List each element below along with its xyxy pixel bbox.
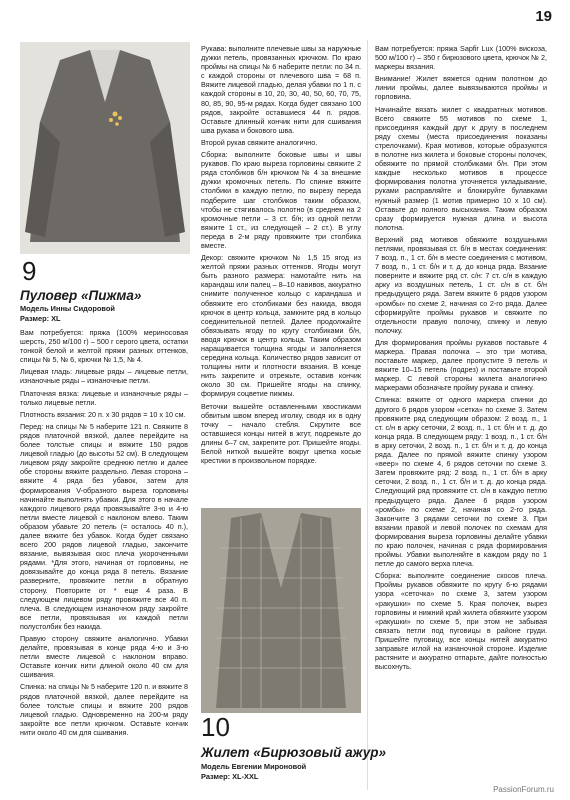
model-title: Пуловер «Пижма» xyxy=(20,288,142,303)
middle-column xyxy=(201,44,361,468)
paragraph: Спинка: вяжите от одного маркера спинки до другого 6 рядов узором «сетка» по схеме 3. Затем провяжите ряд следующим образом: 2 возд. п., 1 ст. с/н в арку сеточки, 2 возд. п., 1 ст. б/н и т. д. до конца ряда. В следующем ряду: 1 возд. п., 1 ст. б/н в арку сеточки, 2 возд. п., 1 ст. б/н и т. д. до конца ряда. Далее по прямой вяжите спинку узором «веер» по схеме 4, 6 рядов сеточки по схеме 3. Затем провяжите ряд: 2 возд. п., 1 ст. б/н в арку сеточки, 2 возд. п., 1 ст. б/н и т. д. до конца ряда. Следующий ряд провяжите ст. с/н в каждую петлю предыдущего ряда. Далее 6 рядов узором «ромбы» по схеме 2, начиная со 2-го ряда. Закончите 3 рядами сеточки по схеме 3. При вязании правой и левой полочек по схемам для формирования выреза горловины делайте убавки по краю полочек, начиная с ряда формирования проймы. Убавки выполняйте в каждом ряду по 1 петле до самого верха плеча. xyxy=(375,395,547,569)
paragraph: Второй рукав свяжите аналогично. xyxy=(201,137,318,147)
paragraph: Сборка: выполните соединение скосов плеча. Проймы рукавов обвяжите по кругу 6-ю рядами узора «сеточка» по схеме 3, затем узором «ракушки» по схеме 5. Края полочек, вырез горловины и нижний край жилета обвяжите узором «ракушки» по схеме 5, при этом не забывая связать петли под пуговицы в районе груди. Пришейте пуговицу, все концы нитей аккуратно заправьте иглой на изнаночной стороне. Изделие растяните и аккуратно отпарьте, дайте полностью высохнуть. xyxy=(375,571,547,672)
model-10-photo xyxy=(201,508,361,713)
author-line: Модель Евгении Мироновой xyxy=(201,762,307,771)
page-number: 19 xyxy=(535,8,552,25)
column-divider xyxy=(367,40,368,790)
author-line: Модель Инны Сидоровой xyxy=(20,304,115,313)
paragraph: Лицевая гладь: лицевые ряды – лицевые петли, изнаночные ряды – изнаночные петли. xyxy=(20,367,188,386)
paragraph: Начинайте вязать жилет с квадратных мотивов. Всего свяжите 55 мотивов по схеме 1, присоединяя каждый друг к другу в последнем ряду схемы (места присоединения показаны стрелочками). Края мотивов, которые образуются в полотне низ жилета и боковые стороны полочек, обвяжите по прямой столбиками б/н. При этом каждые несколько мотивов в процессе формирования полотна уточняется укладывание, руками расправляйте и блокируйте булавками нужный размер (1 мотив примерно 10 х 10 см). Оставьте до полного высыхания. Таким образом сразу формируется нужная длина и высота полотна. xyxy=(375,104,547,232)
right-column xyxy=(375,44,547,674)
paragraph: Плотность вязания: 20 п. х 30 рядов = 10 х 10 см. xyxy=(20,409,186,419)
paragraph: Вам потребуется: пряжа Sapfir Lux (100% вискоза, 500 м/100 г) – 350 г бирюзового цвета, крючок № 2, маркеры вязания. xyxy=(375,44,547,72)
size-line: Размер: XL-XXL xyxy=(201,772,259,781)
paragraph: Декор: свяжите крючком № 1,5 15 ягод из желтой пряжи разных оттенков. Ягоды могут быть разного размера: намотайте нить на карандаш или палец – 8–10 навивов, аккуратно снимите полученное кольцо с карандаша и обвяжите его столбиками без накида, вводя крючок в центр кольца, замкните ряд в кольцо соединительной петлей. Далее продолжайте обвязывать ягоду по кругу столбиками б/н, вводя крючок в центр кольца. Таким образом наращивается толщина ягоды и заполняется середина кольца. Количество рядов зависит от толщины нити и плотности вязания. В конце нить закрепите и отрежьте, оставив кончик около 30 см. Пришейте ягоды на спинку, формируя соцветие пижмы. xyxy=(201,253,361,399)
paragraph: Веточки вышейте оставленными хвостиками обвитым швом вперед иголку, сводя их в одну точку – начало стебля. Скрутите все оставшиеся концы нитей в жгут, подрежьте до длины 6–7 см, закрепите рот. Пришейте ягоды. Белой ниткой вышейте вокруг цветка косые крестики в произвольном порядке. xyxy=(201,401,361,466)
paragraph: Спинка: на спицы № 5 наберите 120 п. и вяжите 8 рядов платочной вязкой, далее перейдите на более толстые спицы и вяжите 200 рядов лицевой гладью. Одновременно на 200-м ряду закройте все петли крючком. Оставьте кончик нити около 40 см для сшивания. xyxy=(20,682,188,737)
model-byline xyxy=(201,762,306,782)
sweater-illustration xyxy=(20,42,190,254)
paragraph: Сборка: выполните боковые швы и швы рукавов. По краю выреза горловины свяжите 2 ряда столбиков б/н крючком № 4 за внешние дужки кромочных петель. По спинке вяжите столбики в каждую петлю, по вырезу переда подберите шаг столбиков таким образом, чтобы не стягивалось полотно (в среднем на 2 кромочные петли – 3 ст. б/н; из одной петли вяжите 1 ст., из следующей – 2 ст.). В углу переда в 2-м ряду провяжите три столбика вместе. xyxy=(201,150,361,250)
model-byline xyxy=(20,304,115,324)
paragraph: Правую сторону свяжите аналогично. Убавки делайте, провязывая в конце ряда 4-ю и 3-ю петли вместе лицевой с наклоном вправо. Оставьте кончик нити длиной около 40 см для сшивания. xyxy=(20,634,188,680)
model-9-photo xyxy=(20,42,190,254)
paragraph: Для формирования проймы рукавов поставьте 4 маркера. Правая полочка – это три мотива, поставьте маркер, далее пропустите 9 петель и вяжите 10–15 петель (подрез) и поставьте второй маркер. С левой стороны жилета аналогично маркерами обозначьте пройму рукава и спинку. xyxy=(375,337,547,393)
paragraph: Рукава: выполните плечевые швы за наружные дужки петель, провязанных крючком. По краю проймы на спицы № 6 наберите петли: по 34 п. с каждой стороны от плечевого шва = 68 п. Вяжите лицевой гладью, делая убавки по 1 п. с каждой стороны в 10, 20, 30, 40, 50, 60, 70, 75, 80, 85, 90, 95-м рядах. Когда будет связано 100 рядов, закройте оставшиеся 44 п. рядов. Оставьте длинный кончик нити для сшивания шва рукава и бокового шва. xyxy=(201,44,361,135)
paragraph: Вам потребуется: пряжа (100% мериносовая шерсть, 250 м/100 г) – 500 г серого цвета, остатки тонкой белой и желтой пряжи разных оттенков, спицы № 5, № 6, крючки № 1,5, № 4. xyxy=(20,328,188,365)
size-line: Размер: XL xyxy=(20,314,61,323)
model-title: Жилет «Бирюзовый ажур» xyxy=(201,745,386,760)
paragraph: Внимание! Жилет вяжется одним полотном до линии проймы, далее вывязываются проймы и горловина. xyxy=(375,74,547,102)
paragraph: Верхний ряд мотивов обвяжите воздушными петлями, провязывая ст. б/н в местах соединения: 7 возд. п., 1 ст. б/н в месте соединения с мотивом, 7 возд. п., 1 ст. б/н и т. д. до конца ряда. Вязание поверните и вяжите ряд ст. с/н: 7 ст. с/н в каждую арку из воздушных петель, 1 ст. с/н в ст. б/н предыдущего ряда. Затем вяжите 6 рядов узором «ромбы» по схеме 2, начиная со 2-го ряда. Далее сформируйте проймы рукавов и свяжите по отдельности правую полочку, спинку и левую полочку. xyxy=(375,234,547,335)
watermark: PassionForum.ru xyxy=(493,785,554,794)
paragraph: Перед: на спицы № 5 наберите 121 п. Свяжите 8 рядов платочной вязкой, далее перейдите на более толстые спицы и вяжите 150 рядов лицевой гладью (до высоты 52 см). В следующем лицевом ряду закройте среднюю петлю и далее обе стороны вяжите раздельно. Левая сторона – вяжите 4 ряда без убавок, затем для формирования V-образного выреза горловины начинайте выполнять убавки. Для этого в начале каждого лицевого ряда провязывайте 3-ю и 4-ю петли вместе лицевой с наклоном влево. Таким образом убавьте 20 петель (= осталось 40 п.), далее вяжите без убавок. Когда будет связано всего 200 рядов лицевой гладью, закончите вязание, вывязывая скос плеча укороченными рядами. *Для этого, начиная от горловины, не довязывайте до конца ряда 8 петель. Вязание разверните, провяжите петли в обратную сторону. Повторите от * еще 4 раза. В следующем лицевом ряду провяжите все 40 п. плеча. В следующем изнаночном ряду закройте все петли, провязывая их каждой петли полустолбик без накида. xyxy=(20,421,188,631)
model-9-instructions xyxy=(20,328,188,740)
model-number: 10 xyxy=(201,712,230,742)
vest-illustration xyxy=(201,508,361,713)
model-number: 9 xyxy=(22,256,37,286)
paragraph: Платочная вязка: лицевые и изнаночные ряды – только лицевые петли. xyxy=(20,388,188,407)
